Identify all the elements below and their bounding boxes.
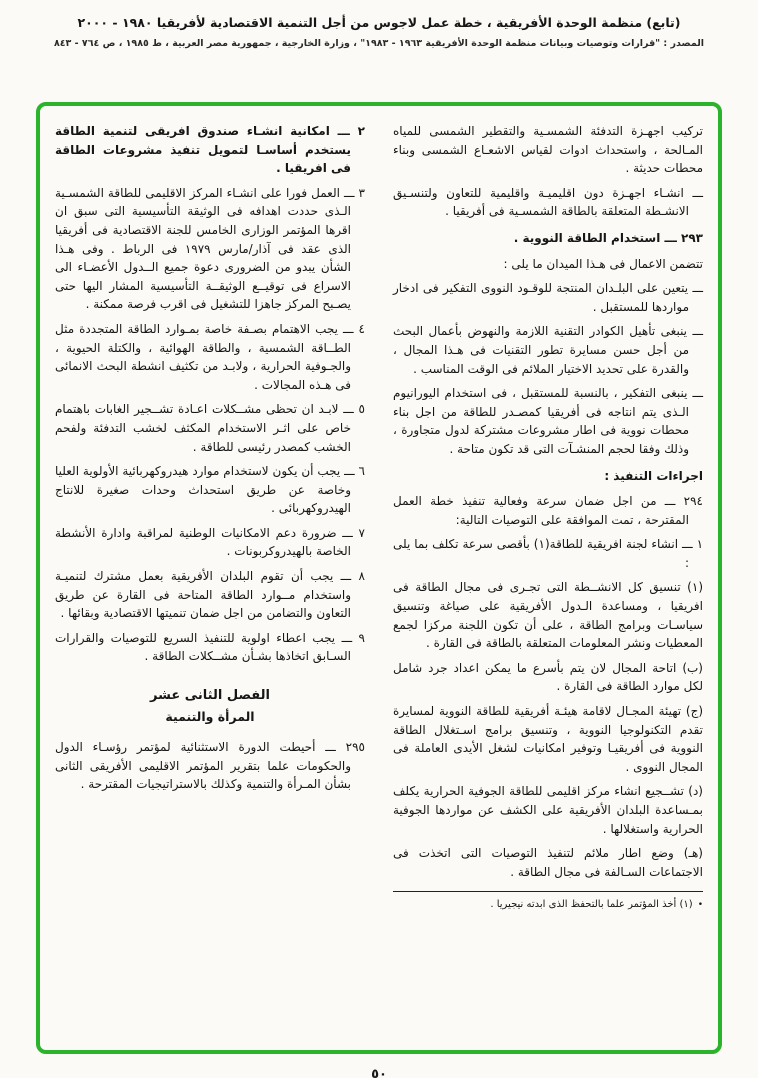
source-citation: المصدر : "قرارات وتوصيات وبيانات منظمة الوحدة الأفريقية ١٩٦٣ - ١٩٨٣" ، وزارة الخارجية ، جمهورية مصر العربية ، ط ١٩٨٥ ، ص ٧٦٤ - ٨٤٣ [53, 37, 705, 49]
subitem-a-coordination: (١) تنسيق كل الانشــطة التى تجـرى فى مجال الطاقة فى افريقيا ، ومساعدة الـدول الأفريقية على صياغة وتنسيق سياسـات وبرامج الطاقة ، على أن تكون اللجنة مركزا لجمع المعطيات ونشر المعلومات المتعلقة بالطاقة فى القارة . [393, 580, 703, 651]
subitem-b-inventory: (ب) اتاحة المجال لان يتم بأسرع ما يمكن اعداد جرد شامل لكل موارد الطاقة فى القارة . [393, 660, 703, 694]
item-2-energy-fund: ٢ ـــ امكانية انشـاء صندوق افريقى لتنمية الطاقة يستخدم أساسـا لتمويل تنفيذ مشروعات الطاقة فى افريقيا . [55, 124, 365, 176]
heading-implementation-measures: اجراءات التنفيذ : [604, 468, 703, 483]
para-uranium-use: ـــ ينبغى التفكير ، بالنسبة للمستقبل ، فى استخدام اليورانيوم الـذى يتم انتاجه فى أفريقيا كمصـدر للطاقة من اجل بناء محطات نووية فى اطار مشروعات مشتركة لدول متجاورة ، وذلك وفقا لحجم المنشـآت التى قد تكون متاحة . [393, 386, 703, 456]
para-regional-bodies: ـــ انشـاء اجهـزة دون اقليميـة واقليمية للتعاون ولتنسـيق الانشـطة المتعلقة بالطاقة الشمسـية فى أفريقيا . [393, 185, 703, 219]
item-8-joint-action: ٨ ـــ يجب أن تقوم البلدان الأفريقية بعمل مشترك لتنميـة واستخدام مــوارد الطاقة المتاحة فى القارة عن طريق التعاون والتضامن من اجل ضمان تنميتها الاقتصادية وبقائها . [55, 569, 365, 621]
page-header [29, 14, 729, 50]
para-295-women-development: ٢٩٥ ـــ أحيطت الدورة الاستثنائية لمؤتمر رؤسـاء الدول والحكومات علما بتقرير المؤتمر الاقليمى الأفريقى الثانى بشأن المـرأة والتنمية وكذلك بالاستراتيجيات المقترحة . [55, 740, 365, 792]
item-1-energy-commission: ١ ـــ انشاء لجنة افريقية للطاقة(١) بأقصى سرعة تكلف بما يلى : [393, 537, 704, 570]
content-border [36, 102, 722, 1054]
item-4-renewable-energy: ٤ ـــ يجب الاهتمام بصـفة خاصة بمـوارد الطاقة المتجددة مثل الطــاقة الشمسية ، والطاقة الهوائية ، والكتلة الحيوية ، والجـوفية الحرارية ، ولابـد من تكثيف انشطة البحث الانمائى فى هـذه المجالات . [55, 321, 365, 392]
para-solar-equipment: تركيب اجهـزة التدفئة الشمسـية والتقطير الشمسى للمياه المـالحة ، واستحداث ادوات لقياس الاشعـاع الشمسى وبناء محطات حديثة . [393, 124, 703, 176]
item-5-reforestation: ٥ ـــ لابـد ان تحظى مشــكلات اعـادة تشــجير الغابات باهتمام خاص على اثـر الاستخدام المكثف لخشب التدفئة ولفحم الخشب كمصدر رئيسى للطاقة . [55, 402, 365, 454]
subitem-c-nuclear-body: (ج) تهيئة المجـال لاقامة هيئـة أفريقية للطاقة النووية لمسايرة تقدم التكنولوجيا النووية ، وتنسيق برامج اسـتغلال الطاقة النووية فى أفريقيـا وتوفير امكانيات لشغل الأيدى العاملة فى المجال النووى . [393, 704, 703, 774]
item-7-hydrocarbons: ٧ ـــ ضرورة دعم الامكانيات الوطنية لمراقبة وادارة الأنشطة الخاصة بالهيدروكربونات . [55, 525, 365, 559]
item-9-priority-implementation: ٩ ـــ يجب اعطاء اولوية للتنفيذ السريع للتوصيات والقرارات السـابق اتخاذها بشـأن مشــكلات الطاقة . [55, 630, 365, 664]
item-6-hydroelectric: ٦ ـــ يجب أن يكون لاستخدام موارد هيدروكهربائية الأولوية العليا وخاصة عن طريق استحداث وحدات صغيرة للانتاج الهيدروكهربائى . [55, 464, 365, 516]
scanned-document-page [0, 14, 758, 1078]
para-technical-cadres: ـــ ينبغى تأهيل الكوادر التقنية اللازمة والنهوض بأعمال البحث من أجل حسن مسايرة تطور التقنيات فى هـذا المجال ، والقدرة على تحديد الاختيار الملائم فى الوقت المناسب . [393, 324, 703, 376]
subitem-e-framework: (هـ) وضع اطار ملائم لتنفيذ التوصيات التى اتخذت فى الاجتماعات السـالفة فى مجال الطاقة . [393, 846, 703, 879]
chapter-12-heading: الفصل الثانى عشر [150, 688, 270, 704]
page-number: ٥٠ [371, 1067, 387, 1078]
footnote-nigeria-reservation [393, 891, 703, 913]
left-column [55, 122, 365, 1040]
para-293-intro: تتضمن الاعمال فى هـذا الميدان ما يلى : [503, 256, 703, 271]
para-fuel-saving: ـــ يتعين على البلـدان المنتجة للوقـود النووى التفكير فى ادخار مواردها للمستقبل . [393, 281, 703, 314]
right-column [393, 122, 703, 1040]
item-3-solar-center: ٣ ـــ العمل فورا على انشـاء المركز الاقليمى للطاقة الشمسـية الـذى حددت اهدافه فى الوثيقة التأسيسية التى سبق ان اقرها المؤتمر الوزارى الخامس للجنة الاقتصادية فى أفريقيا الذى عقد فى آذار/مارس ١٩٧٩ فى الرباط . وفى هـذا الشأن يبدو من الضرورى دعوة جميع الــدول الأعضـاء الى الاسراع فى توقيــع الوثيقــة التأسيسية المشار اليها حتى يصـبح المركز جاهزا للتشغيل فى اقرب فرصة ممكنة . [55, 185, 365, 312]
footnote-bullet-icon: • [697, 900, 703, 911]
subitem-d-geothermal-center: (د) تشــجيع انشاء مركز اقليمى للطاقة الجوفية الحرارية يكلف بمـساعدة البلدان الأفريقية على الكشف عن مواردها الجوفية الحرارية واستغلالها . [393, 784, 703, 836]
document-title: (تابع) منظمة الوحدة الأفريقية ، خطة عمل لاجوس من أجل التنمية الاقتصادية لأفريقيا ١٩٨٠ - ٢٠٠٠ [77, 15, 681, 30]
chapter-12-subheading: المرأة والتنمية [165, 709, 255, 725]
heading-293-nuclear-energy: ٢٩٣ ـــ استخدام الطاقة النووية . [513, 230, 703, 245]
two-column-layout [55, 122, 703, 1040]
para-294-intro: ٢٩٤ ـــ من اجل ضمان سرعة وفعالية تنفيذ خطة العمل المقترحة ، تمت الموافقة على التوصيات التالية: [393, 494, 703, 527]
footnote-text: (١) أخذ المؤتمر علما بالتحفظ الذى ابدته نيجيريا . [490, 899, 693, 911]
